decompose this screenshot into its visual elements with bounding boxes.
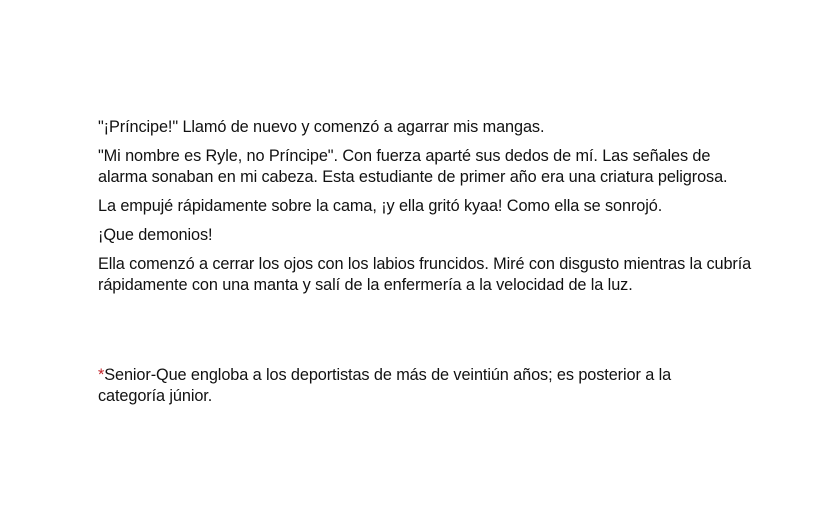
- paragraph-3: La empujé rápidamente sobre la cama, ¡y ella gritó kyaa! Como ella se sonrojó.: [98, 197, 663, 215]
- footnote-marker: *: [98, 366, 105, 384]
- footnote: [98, 365, 738, 407]
- story-text: [98, 117, 758, 304]
- paragraph-2: "Mi nombre es Ryle, no Príncipe". Con fuerza aparté sus dedos de mí. Las señales de alarma sonaban en mi cabeza. Esta estudiante de primer año era una criatura peligrosa.: [98, 147, 728, 186]
- paragraph-1: "¡Príncipe!" Llamó de nuevo y comenzó a agarrar mis mangas.: [98, 118, 545, 136]
- footnote-text: Senior-Que engloba a los deportistas de más de veintiún años; es posterior a la categoría júnior.: [98, 366, 672, 405]
- paragraph-5: Ella comenzó a cerrar los ojos con los labios fruncidos. Miré con disgusto mientras la cubría rápidamente con una manta y salí de la enfermería a la velocidad de la luz.: [98, 255, 752, 294]
- paragraph-4: ¡Que demonios!: [98, 226, 213, 244]
